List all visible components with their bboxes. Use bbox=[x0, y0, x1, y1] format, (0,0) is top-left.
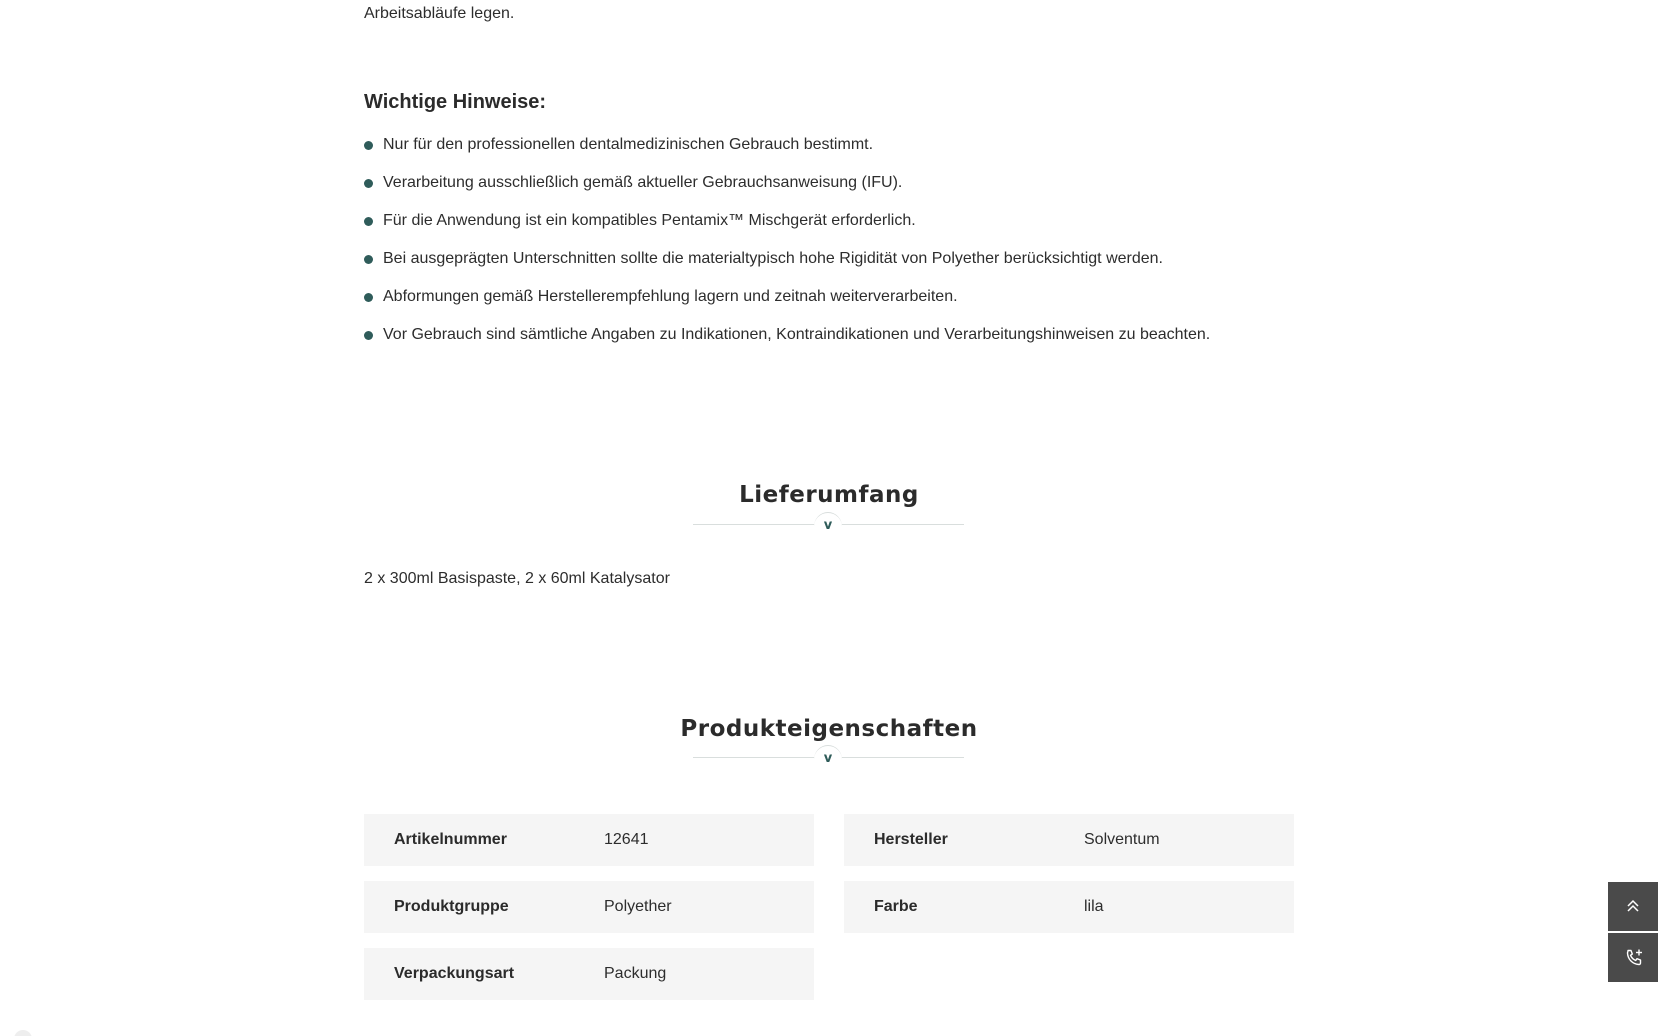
scope-section-divider bbox=[693, 514, 964, 544]
note-item bbox=[364, 286, 1294, 324]
note-item bbox=[364, 248, 1294, 286]
note-text: Nur für den professionellen dentalmedizinischen Gebrauch bestimmt. bbox=[383, 136, 874, 153]
property-value: lila bbox=[1084, 898, 1104, 915]
property-row bbox=[364, 948, 814, 1000]
note-item bbox=[364, 172, 1294, 210]
note-item bbox=[364, 134, 1294, 172]
description-tail-text: Arbeitsabläufe legen. bbox=[364, 5, 515, 22]
note-text: Bei ausgeprägten Unterschnitten sollte die materialtypisch hohe Rigidität von Polyether berücksichtigt werden. bbox=[383, 250, 1163, 267]
property-key: Artikelnummer bbox=[394, 831, 507, 848]
chevron-down-icon: v bbox=[823, 518, 833, 533]
double-chevron-up-icon bbox=[1624, 897, 1642, 915]
corner-widget[interactable] bbox=[14, 1030, 32, 1036]
note-text: Für die Anwendung ist ein kompatibles Pentamix™ Mischgerät erforderlich. bbox=[383, 212, 916, 229]
note-text: Verarbeitung ausschließlich gemäß aktueller Gebrauchsanweisung (IFU). bbox=[383, 174, 903, 191]
properties-toggle[interactable] bbox=[814, 745, 842, 774]
bullet-dot-icon bbox=[364, 331, 373, 340]
contact-call-button[interactable] bbox=[1608, 933, 1658, 982]
notes-list bbox=[364, 134, 1294, 362]
notes-heading: Wichtige Hinweise: bbox=[364, 91, 547, 113]
property-value: Packung bbox=[604, 965, 667, 982]
property-row bbox=[364, 814, 814, 866]
property-row bbox=[844, 881, 1294, 933]
note-text: Abformungen gemäß Herstellerempfehlung lagern und zeitnah weiterverarbeiten. bbox=[383, 288, 958, 305]
scope-text: 2 x 300ml Basispaste, 2 x 60ml Katalysator bbox=[364, 570, 670, 587]
scope-section-title: Lieferumfang bbox=[739, 482, 919, 508]
property-key: Verpackungsart bbox=[394, 965, 515, 982]
bullet-dot-icon bbox=[364, 255, 373, 264]
scope-toggle[interactable] bbox=[814, 512, 842, 541]
property-value: Polyether bbox=[604, 898, 672, 915]
bullet-dot-icon bbox=[364, 217, 373, 226]
bullet-dot-icon bbox=[364, 179, 373, 188]
property-row bbox=[844, 814, 1294, 866]
properties-section-title: Produkteigenschaften bbox=[680, 716, 978, 742]
bullet-dot-icon bbox=[364, 293, 373, 302]
scroll-to-top-button[interactable] bbox=[1608, 882, 1658, 931]
bullet-dot-icon bbox=[364, 141, 373, 150]
note-text: Vor Gebrauch sind sämtliche Angaben zu Indikationen, Kontraindikationen und Verarbeitungshinweisen zu beachten. bbox=[383, 326, 1211, 343]
property-row bbox=[364, 881, 814, 933]
property-key: Hersteller bbox=[874, 831, 948, 848]
note-item bbox=[364, 324, 1294, 362]
note-item bbox=[364, 210, 1294, 248]
property-value: 12641 bbox=[604, 831, 649, 848]
property-value: Solventum bbox=[1084, 831, 1160, 848]
phone-plus-icon bbox=[1624, 948, 1644, 968]
property-key: Produktgruppe bbox=[394, 898, 509, 915]
chevron-down-icon: v bbox=[823, 751, 833, 766]
property-key: Farbe bbox=[874, 898, 918, 915]
properties-section-divider bbox=[693, 747, 964, 777]
